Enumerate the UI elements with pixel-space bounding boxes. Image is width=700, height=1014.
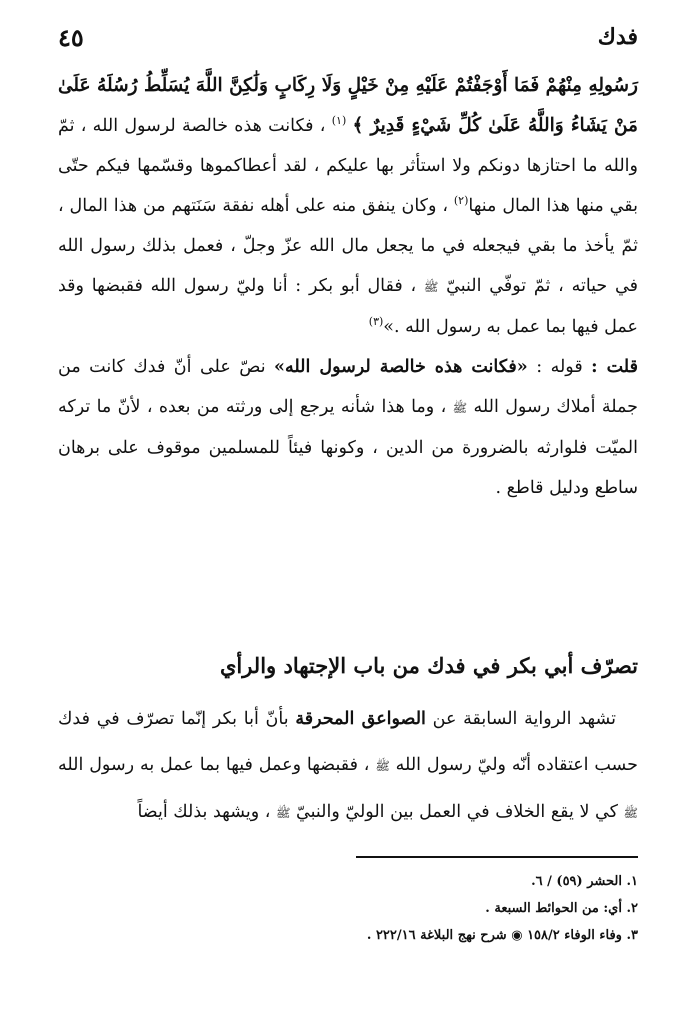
commentary-lead: قوله : xyxy=(536,357,583,377)
section-text-a: تشهد الرواية السابقة عن xyxy=(432,709,616,729)
qult-label: قلت : xyxy=(591,357,638,377)
book-title: الصواعق المحرقة xyxy=(295,709,426,729)
running-title: فدك xyxy=(597,24,638,50)
paragraph-section xyxy=(58,696,638,836)
paragraph-hadith xyxy=(58,66,638,347)
paragraph-commentary xyxy=(58,347,638,508)
footnote-1: ١. الحشر (٥٩) / ٦. xyxy=(531,874,638,889)
section-text-d: كي لا يقع الخلاف في العمل بين الوليّ والنبيّ xyxy=(296,802,618,822)
section-heading: تصرّف أبي بكر في فدك من باب الإجتهاد والرأي xyxy=(219,653,638,678)
footnote-divider xyxy=(356,856,638,858)
footnote-ref-2[interactable]: (٢) xyxy=(453,194,469,208)
honorific-symbol: ﷺ xyxy=(623,806,638,820)
quran-verse: رَسُولِهِ مِنْهُمْ فَمَا أَوْجَفْتُمْ عَلَيْهِ مِنْ خَيْلٍ وَلَا رِكَابٍ وَلَٰكِنَّ اللَّهَ يُسَلِّطُ رُسُلَهُ عَلَىٰ مَنْ يَشَاءُ وَاللَّهُ عَلَىٰ كُلِّ شَيْءٍ قَدِيرٌ ﴾ xyxy=(58,75,638,136)
footnote-2: ٢. أي: من الحوائط السبعة . xyxy=(485,901,638,916)
hadith-text-a: ، فكانت هذه خالصة لرسول الله ، ثمّ والله ما احتازها دونكم ولا استأثر بها عليكم ، لقد أعطاكموها وقسّمها فيكم حتّى بقي منها هذا المال منها xyxy=(58,116,638,216)
hadith-text-c: ، فقال أبو بكر : أنا وليّ رسول الله فقبضها وقد عمل فيها بما عمل به رسول الله .» xyxy=(58,276,638,337)
footnote-3: ٣. وفاء الوفاء ١٥٨/٢ ◉ شرح نهج البلاغة ٢٢٢/١٦ . xyxy=(366,928,638,943)
footnotes xyxy=(58,868,638,949)
main-text xyxy=(58,66,638,508)
commentary-quote: «فكانت هذه خالصة لرسول الله» xyxy=(274,357,528,377)
page-number: ٤٥ xyxy=(58,22,84,52)
commentary-text-b: ، وما هذا شأنه يرجع إلى ورثته من بعده ، لأنّ ما تركه الميّت فلوارثه بالضرورة من الدين ، وكونها فيئاً للمسلمين موقوف على برهان ساطع ودليل قاطع . xyxy=(58,397,638,498)
section-text-b: بأنّ أبا بكر إنّما تصرّف في فدك حسب اعتقاده أنّه وليّ رسول الله xyxy=(58,709,638,775)
section-text-e: ، ويشهد بذلك أيضاً xyxy=(137,802,271,822)
footnote-ref-1[interactable]: (١) xyxy=(331,114,347,128)
section-text-c: ، فقبضها وعمل فيها بما عمل به رسول الله xyxy=(58,755,370,775)
honorific-symbol: ﷺ xyxy=(275,806,291,820)
section-text xyxy=(58,696,638,836)
commentary-text-a: نصّ على أنّ فدك كانت من جملة أملاك رسول الله xyxy=(58,357,638,417)
running-header xyxy=(58,20,638,54)
honorific-symbol: ﷺ xyxy=(423,280,439,294)
honorific-symbol: ﷺ xyxy=(375,759,390,773)
footnote-ref-3[interactable]: (٣) xyxy=(368,315,384,329)
honorific-symbol: ﷺ xyxy=(452,401,468,415)
hadith-text-b: ، وكان ينفق منه على أهله نفقة سَنَتهم من هذا المال ، ثمّ يأخذ ما بقي فيجعله في ما يجعل مال الله عزّ وجلّ ، فعمل بذلك رسول الله في حياته ، ثمّ توفّي النبيّ xyxy=(58,196,638,296)
